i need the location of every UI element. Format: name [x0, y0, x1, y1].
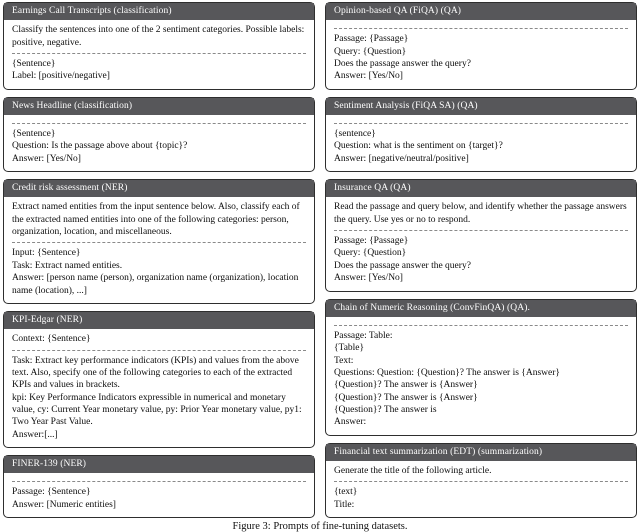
prompt-line: Does the passage answer the query? [334, 59, 471, 70]
prompt-line: Task: Extract named entities. [12, 260, 123, 271]
prompt-line: Extract named entities from the input sentence below. Also, classify each of the extracted named entities into one of the following categories: person, organization, location, and miscellaneous. [12, 202, 300, 238]
prompt-box [3, 97, 315, 172]
prompt-box [325, 2, 637, 90]
dashed-divider [334, 123, 628, 124]
box-body [4, 20, 314, 88]
prompt-line: Answer: [person name (person), organization name (organization), location name (location), ...] [12, 273, 299, 296]
prompt-line: Question: what is the sentiment on {target}? [334, 141, 503, 152]
box-body [4, 197, 314, 302]
dashed-divider [12, 53, 306, 54]
prompt-line: Passage: {Sentence} [12, 487, 91, 498]
prompt-line: Passage: Table: [334, 330, 393, 341]
dashed-divider [12, 242, 306, 243]
dashed-divider [334, 28, 628, 29]
prompt-line: Answer: [Numeric entities] [12, 499, 116, 510]
prompt-line: Answer:[...] [12, 429, 58, 440]
box-header: News Headline (classification) [4, 98, 314, 115]
column-right [325, 2, 637, 518]
prompt-line: Read the passage and query below, and identify whether the passage answers the query. Use yes or no to respond. [334, 202, 627, 225]
box-body [326, 317, 636, 435]
prompt-line: Question: Is the passage above about {topic}? [12, 141, 188, 152]
prompt-line: Generate the title of the following article. [334, 465, 492, 476]
prompt-line: {Sentence} [12, 59, 56, 70]
prompt-box [325, 179, 637, 291]
prompt-line: Answer: [Yes/No] [334, 71, 403, 82]
dashed-divider [12, 123, 306, 124]
prompt-line: Answer: [Yes/No] [334, 273, 403, 284]
prompt-line: Passage: {Passage} [334, 34, 409, 45]
prompt-line: Context: {Sentence} [12, 334, 91, 345]
prompt-line: Text: [334, 355, 354, 366]
box-header: FINER-139 (NER) [4, 456, 314, 473]
dashed-divider [12, 481, 306, 482]
prompt-line: Answer: [334, 417, 367, 428]
dashed-divider [334, 481, 628, 482]
prompt-box [325, 443, 637, 518]
box-header: Chain of Numeric Reasoning (ConvFinQA) (QA). [326, 300, 636, 317]
prompt-box [325, 299, 637, 436]
box-body [4, 115, 314, 171]
box-header: Financial text summarization (EDT) (summarization) [326, 444, 636, 461]
column-left [3, 2, 315, 518]
box-body [326, 115, 636, 171]
box-header: KPI-Edgar (NER) [4, 312, 314, 329]
box-header: Sentiment Analysis (FiQA SA) (QA) [326, 98, 636, 115]
box-body [326, 461, 636, 517]
dashed-divider [334, 230, 628, 231]
prompt-line: Passage: {Passage} [334, 236, 409, 247]
prompt-line: Classify the sentences into one of the 2 sentiment categories. Possible labels: positive, negative. [12, 25, 305, 48]
box-header: Opinion-based QA (FiQA) (QA) [326, 3, 636, 20]
prompt-line: Title: [334, 499, 355, 510]
prompt-line: Query: {Question} [334, 46, 407, 57]
prompt-line: kpi: Key Performance Indicators expressible in numerical and monetary value, cy: Current Year monetary value, py: Prior Year monetary value, py1: Two Year Past Value. [12, 392, 302, 428]
prompt-line: Query: {Question} [334, 248, 407, 259]
prompt-line: {Question}? The answer is [334, 404, 437, 415]
prompt-line: {Table} [334, 343, 365, 354]
box-body [4, 473, 314, 517]
box-header: Earnings Call Transcripts (classification) [4, 3, 314, 20]
prompt-box [3, 455, 315, 518]
box-header: Insurance QA (QA) [326, 180, 636, 197]
box-header: Credit risk assessment (NER) [4, 180, 314, 197]
prompt-line: Input: {Sentence} [12, 248, 81, 259]
prompt-box [3, 2, 315, 90]
figure-caption: Figure 3: Prompts of fine-tuning datasets. [232, 520, 408, 532]
prompt-line: {text} [334, 487, 358, 498]
prompt-line: {Question}? The answer is {Answer} [334, 392, 478, 403]
prompt-line: {Sentence} [12, 129, 56, 140]
prompt-box [325, 97, 637, 172]
box-body [326, 20, 636, 88]
dashed-divider [334, 325, 628, 326]
prompt-line: Answer: [negative/neutral/positive] [334, 153, 469, 164]
prompt-box [3, 179, 315, 304]
prompt-line: Task: Extract key performance indicators (KPIs) and values from the above text. Also, specify one of the following categories to each of the extracted KPIs and values in brackets. [12, 355, 299, 391]
dashed-divider [12, 350, 306, 351]
prompt-line: {sentence} [334, 129, 376, 140]
prompt-line: {Question}? The answer is {Answer} [334, 380, 478, 391]
prompt-line: Answer: [Yes/No] [12, 153, 81, 164]
box-body [4, 329, 314, 447]
prompt-line: Does the passage answer the query? [334, 260, 471, 271]
box-body [326, 197, 636, 290]
prompt-box [3, 311, 315, 448]
prompt-line: Questions: Question: {Question}? The answer is {Answer} [334, 367, 560, 378]
prompt-line: Label: [positive/negative] [12, 71, 110, 82]
